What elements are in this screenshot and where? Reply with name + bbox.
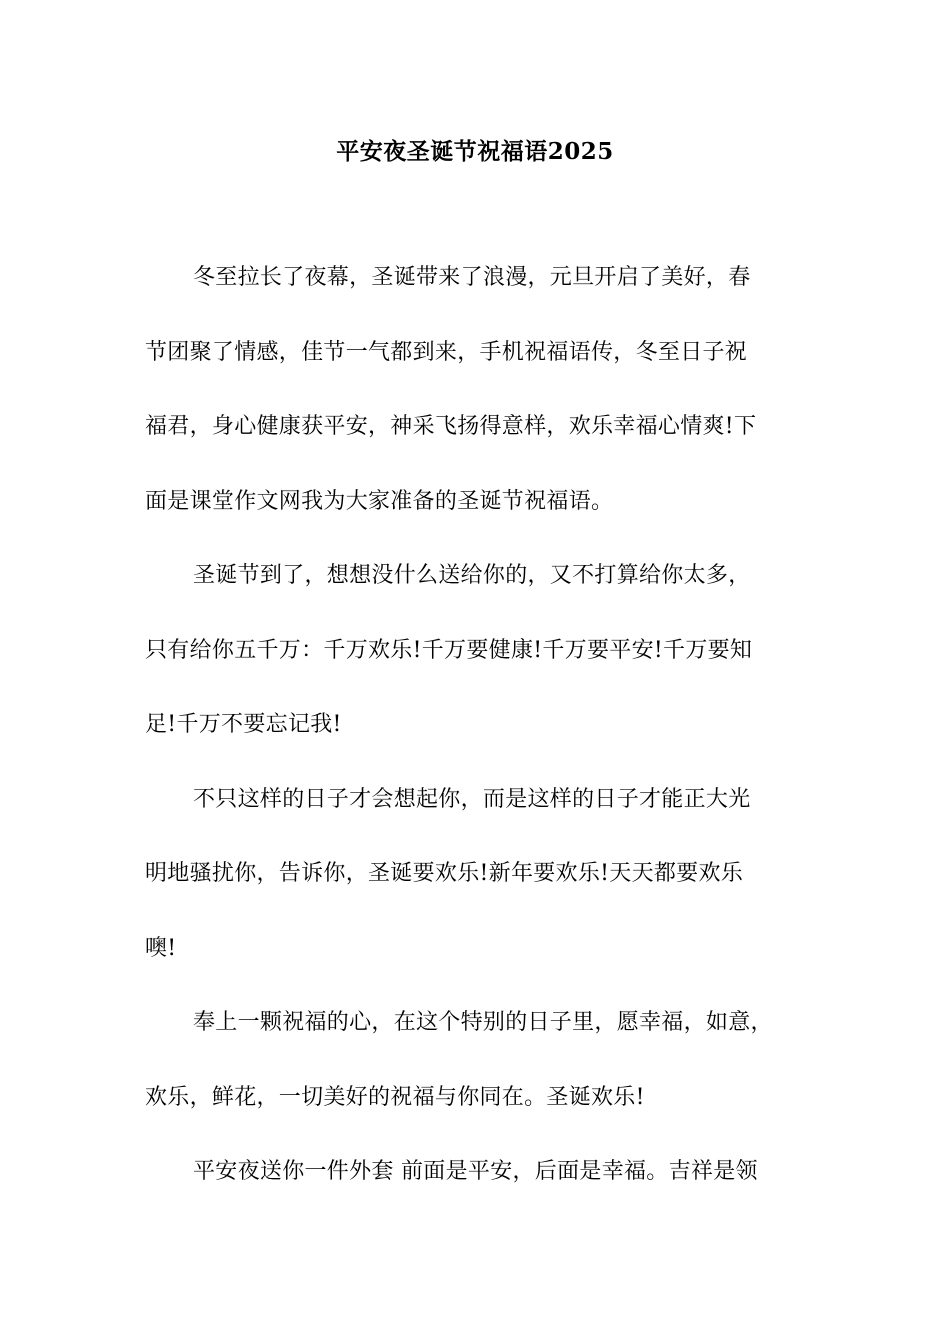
paragraph-4-line-1: 奉上一颗祝福的心，在这个特别的日子里，愿幸福，如意， [193, 1010, 773, 1035]
document-title: 平安夜圣诞节祝福语2025 [336, 138, 614, 165]
paragraph-3-line-1: 不只这样的日子才会想起你，而是这样的日子才能正大光 [193, 786, 751, 812]
paragraph-3-line-2: 明地骚扰你，告诉你，圣诞要欢乐!新年要欢乐!天天都要欢乐 [145, 861, 744, 886]
paragraph-2-line-1: 圣诞节到了，想想没什么送给你的，又不打算给你太多， [193, 563, 751, 588]
paragraph-4-line-2: 欢乐，鲜花，一切美好的祝福与你同在。圣诞欢乐! [145, 1084, 645, 1110]
paragraph-1-line-2: 节团聚了情感，佳节一气都到来，手机祝福语传，冬至日子祝 [145, 339, 748, 365]
paragraph-1-line-3: 福君，身心健康获平安，神采飞扬得意样，欢乐幸福心情爽!下 [145, 414, 757, 439]
paragraph-2-line-3: 足!千万不要忘记我! [145, 712, 342, 737]
paragraph-3-line-3: 噢! [145, 935, 177, 961]
paragraph-1-line-4: 面是课堂作文网我为大家准备的圣诞节祝福语。 [145, 488, 614, 514]
document-body [145, 256, 815, 1225]
paragraph-2-line-2: 只有给你五千万：千万欢乐!千万要健康!千万要平安!千万要知 [145, 637, 753, 663]
paragraph-1-line-1: 冬至拉长了夜幕，圣诞带来了浪漫，元旦开启了美好，春 [193, 265, 751, 290]
paragraph-5-line-1: 平安夜送你一件外套 前面是平安，后面是幸福。吉祥是领 [193, 1159, 758, 1184]
